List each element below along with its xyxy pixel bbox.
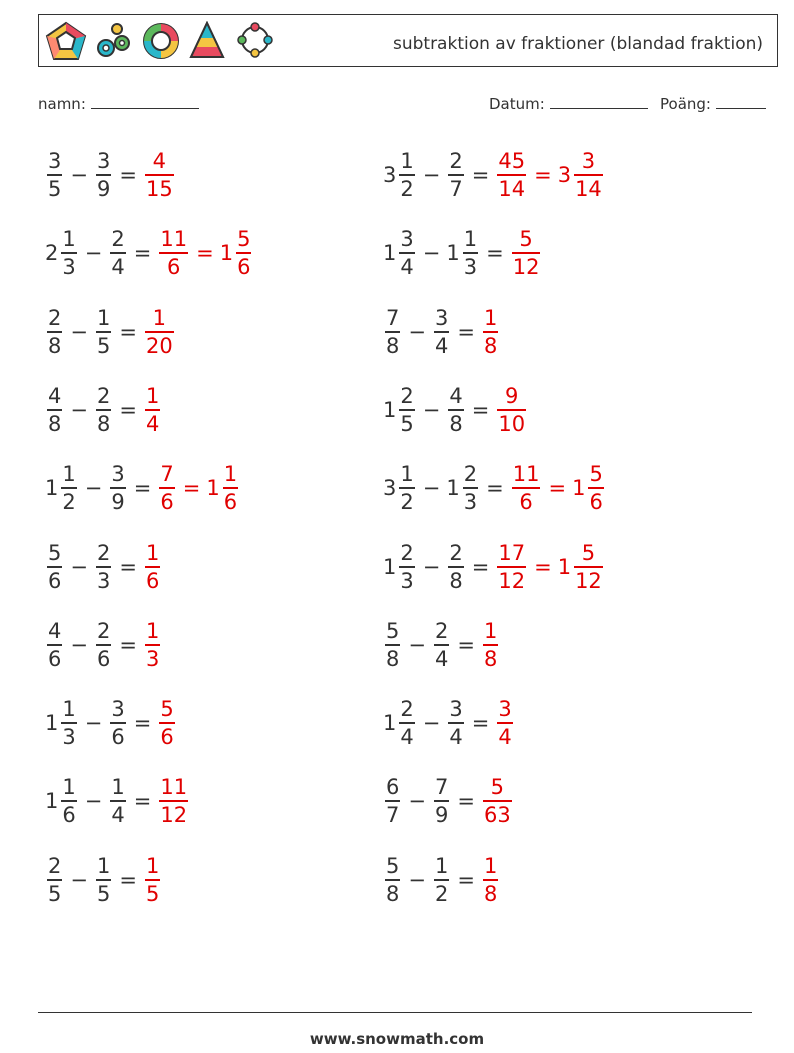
pentagon-icon [45, 21, 87, 61]
answer-fraction [159, 461, 174, 515]
answer-fraction [512, 461, 541, 515]
second-operand-denominator: 2 [434, 881, 449, 906]
answer-fraction [145, 853, 160, 907]
equals-sign: = [471, 554, 490, 579]
first-operand [399, 540, 414, 594]
answer-mixed-whole: 3 [557, 163, 572, 187]
first-operand-numerator: 5 [48, 540, 62, 565]
first-operand-numerator: 1 [62, 775, 76, 800]
second-operand-denominator: 4 [434, 333, 449, 358]
problem [383, 223, 542, 283]
first-operand-numerator: 3 [48, 149, 62, 173]
worksheet-header [38, 14, 778, 67]
first-operand-denominator: 8 [48, 333, 62, 358]
first-operand [47, 618, 62, 672]
answer-fraction-numerator: 9 [505, 383, 519, 408]
second-operand-numerator: 4 [449, 383, 463, 408]
answer-fraction-numerator: 17 [498, 540, 526, 565]
second-operand [110, 226, 125, 280]
first-operand-numerator: 7 [386, 305, 400, 330]
first-operand [399, 226, 414, 280]
answer-fraction [512, 226, 541, 280]
answer-mixed-denominator: 14 [575, 177, 602, 201]
equals-sign: = [457, 789, 475, 814]
first-operand [385, 853, 400, 907]
answer-fraction-numerator: 7 [160, 462, 174, 487]
answer-mixed-whole: 1 [206, 476, 220, 501]
second-operand-denominator: 7 [449, 177, 463, 201]
first-operand-numerator: 2 [400, 540, 414, 565]
answer-fraction-numerator: 11 [160, 227, 188, 252]
second-operand [96, 853, 111, 907]
equals-sign: = [457, 319, 475, 344]
answer-fraction-denominator: 12 [498, 568, 526, 593]
answer-fraction-denominator: 6 [160, 490, 174, 515]
first-operand-denominator: 5 [400, 411, 414, 436]
first-operand-numerator: 3 [400, 227, 414, 252]
answer-fraction [145, 383, 160, 437]
answer-fraction-denominator: 6 [519, 490, 533, 515]
first-operand-numerator: 1 [62, 462, 76, 487]
equals-sign: = [119, 867, 137, 892]
answer-mixed-denominator: 12 [575, 568, 602, 593]
first-operand-denominator: 8 [386, 333, 400, 358]
answer-fraction-numerator: 1 [145, 618, 160, 643]
equals-sign: = [133, 476, 152, 501]
problem [45, 537, 162, 597]
first-operand-numerator: 1 [400, 149, 414, 173]
minus-sign: − [70, 554, 88, 579]
second-operand [448, 148, 463, 202]
second-operand [448, 540, 463, 594]
first-operand-denominator: 3 [62, 255, 76, 280]
answer-fraction [159, 696, 174, 750]
first-operand-denominator: 4 [400, 725, 414, 750]
equals-sign: = [119, 319, 137, 344]
second-operand [96, 383, 111, 437]
second-operand [96, 618, 111, 672]
first-operand [399, 696, 414, 750]
first-operand-denominator: 4 [400, 255, 414, 280]
equals-sign: = [119, 163, 137, 187]
footer-url: www.snowmath.com [309, 1030, 485, 1048]
answer-fraction-denominator: 20 [145, 333, 173, 358]
answer-fraction [145, 148, 174, 202]
answer-fraction-denominator: 8 [483, 333, 498, 358]
problem [383, 850, 500, 910]
answer-mixed [588, 461, 603, 515]
second-operand [434, 853, 449, 907]
second-operand-denominator: 3 [96, 568, 111, 593]
second-operand [434, 774, 449, 828]
second-operand-denominator: 4 [111, 803, 125, 828]
first-operand-whole: 1 [383, 554, 397, 579]
problem [45, 223, 253, 283]
answer-fraction-numerator: 5 [160, 697, 174, 722]
second-operand-numerator: 7 [434, 775, 449, 800]
second-operand-numerator: 1 [434, 853, 449, 878]
first-operand-whole: 1 [383, 711, 397, 736]
first-operand-numerator: 5 [386, 853, 400, 878]
answer-fraction-denominator: 4 [145, 411, 160, 436]
answer-equals-sign: = [534, 554, 552, 579]
answer-fraction [145, 305, 174, 359]
answer-fraction [497, 696, 512, 750]
first-operand-whole: 1 [45, 711, 59, 736]
first-operand-numerator: 2 [48, 305, 62, 330]
footer-divider [38, 1012, 752, 1013]
equals-sign: = [133, 711, 152, 736]
second-operand-denominator: 5 [96, 881, 111, 906]
equals-sign: = [457, 867, 475, 892]
answer-fraction-denominator: 3 [145, 646, 160, 671]
second-operand-numerator: 3 [449, 697, 463, 722]
date-label: Datum: [489, 95, 545, 113]
minus-sign: − [84, 711, 103, 736]
first-operand-denominator: 8 [48, 411, 62, 436]
answer-fraction [145, 540, 160, 594]
second-operand-denominator: 3 [463, 255, 478, 280]
second-operand-numerator: 2 [449, 149, 463, 173]
equals-sign: = [486, 476, 504, 501]
answer-fraction-denominator: 8 [483, 646, 498, 671]
second-operand-numerator: 2 [111, 227, 125, 252]
first-operand-denominator: 7 [386, 803, 400, 828]
first-operand-whole: 1 [383, 241, 397, 266]
answer-fraction-numerator: 1 [145, 853, 160, 878]
minus-sign: − [70, 867, 88, 892]
score-field[interactable] [660, 94, 766, 113]
answer-fraction-numerator: 1 [483, 853, 498, 878]
first-operand [399, 383, 414, 437]
second-operand [96, 148, 111, 202]
date-blank[interactable] [550, 94, 648, 109]
answer-fraction-numerator: 1 [145, 383, 160, 408]
first-operand [47, 148, 62, 202]
answer-fraction [159, 774, 188, 828]
equals-sign: = [133, 789, 152, 814]
first-operand-denominator: 8 [386, 881, 400, 906]
first-operand-denominator: 5 [48, 881, 62, 906]
problem [383, 302, 500, 362]
second-operand-numerator: 2 [434, 618, 449, 643]
minus-sign: − [84, 476, 103, 501]
minus-sign: − [422, 554, 441, 579]
answer-mixed-denominator: 6 [589, 490, 603, 515]
answer-fraction [497, 540, 526, 594]
date-field[interactable] [489, 94, 648, 113]
answer-mixed-whole: 1 [219, 241, 234, 266]
second-operand-numerator: 2 [96, 618, 111, 643]
problem [383, 693, 515, 753]
first-operand [61, 461, 76, 515]
answer-mixed-denominator: 6 [223, 490, 238, 515]
first-operand [61, 696, 76, 750]
answer-fraction [497, 383, 526, 437]
answer-fraction-denominator: 6 [160, 725, 174, 750]
answer-equals-sign: = [182, 476, 201, 501]
answer-fraction-numerator: 1 [145, 540, 160, 565]
equals-sign: = [471, 711, 490, 736]
answer-mixed-numerator: 3 [581, 149, 596, 173]
first-operand [47, 383, 62, 437]
answer-equals-sign: = [548, 476, 567, 501]
answer-mixed [574, 540, 603, 594]
second-operand [110, 774, 125, 828]
first-operand [385, 305, 400, 359]
name-field[interactable] [38, 94, 199, 113]
answer-mixed-whole: 1 [557, 554, 572, 579]
first-operand-denominator: 2 [400, 177, 414, 201]
equals-sign: = [119, 554, 137, 579]
minus-sign: − [70, 632, 88, 657]
first-operand-denominator: 3 [62, 725, 76, 750]
pyramid-icon [189, 21, 225, 61]
first-operand-numerator: 6 [386, 775, 400, 800]
ring-chart-icon [141, 21, 181, 61]
answer-fraction-denominator: 10 [498, 411, 526, 436]
first-operand [61, 226, 76, 280]
first-operand [47, 853, 62, 907]
second-operand-numerator: 1 [96, 305, 111, 330]
minus-sign: − [408, 789, 426, 814]
answer-fraction-denominator: 6 [167, 255, 181, 280]
problem [45, 380, 162, 440]
first-operand-denominator: 8 [386, 646, 400, 671]
first-operand [399, 148, 414, 202]
second-operand-numerator: 2 [96, 383, 111, 408]
first-operand-denominator: 6 [48, 646, 62, 671]
problem [45, 850, 162, 910]
second-operand-numerator: 1 [96, 853, 111, 878]
answer-mixed-numerator: 5 [589, 462, 603, 487]
first-operand-denominator: 3 [400, 568, 414, 593]
answer-fraction-denominator: 4 [498, 725, 512, 750]
problem [45, 458, 240, 518]
answer-fraction-denominator: 12 [512, 255, 540, 280]
second-operand [96, 540, 111, 594]
answer-fraction [483, 618, 498, 672]
first-operand [47, 540, 62, 594]
first-operand-denominator: 5 [48, 177, 62, 201]
answer-mixed-numerator: 1 [223, 462, 238, 487]
header-icons [45, 21, 277, 61]
second-operand-whole: 1 [446, 476, 460, 501]
second-operand-denominator: 3 [463, 490, 478, 515]
minus-sign: − [70, 397, 88, 422]
first-operand-denominator: 2 [400, 490, 414, 515]
minus-sign: − [422, 397, 441, 422]
first-operand-whole: 2 [45, 241, 59, 266]
answer-fraction [159, 226, 188, 280]
answer-mixed-numerator: 5 [237, 227, 251, 252]
answer-fraction-numerator: 4 [152, 149, 167, 173]
second-operand-denominator: 4 [111, 255, 125, 280]
equals-sign: = [471, 163, 490, 187]
problem [383, 537, 605, 597]
first-operand-numerator: 2 [400, 383, 414, 408]
answer-fraction [483, 853, 498, 907]
score-blank[interactable] [716, 94, 766, 109]
answer-equals-sign: = [196, 241, 214, 266]
second-operand [434, 618, 449, 672]
second-operand [96, 305, 111, 359]
second-operand-denominator: 5 [96, 333, 111, 358]
second-operand [463, 461, 478, 515]
second-operand [463, 226, 478, 280]
answer-mixed [236, 226, 251, 280]
equals-sign: = [119, 632, 137, 657]
second-operand-denominator: 4 [449, 725, 463, 750]
second-operand [448, 696, 463, 750]
score-label: Poäng: [660, 95, 711, 113]
second-operand-denominator: 9 [111, 490, 125, 515]
answer-mixed [223, 461, 238, 515]
equals-sign: = [486, 241, 504, 266]
second-operand-numerator: 3 [111, 462, 125, 487]
first-operand-whole: 1 [383, 397, 397, 422]
problem [383, 771, 514, 831]
equals-sign: = [457, 632, 475, 657]
gears-icon [95, 21, 133, 61]
answer-fraction-denominator: 15 [145, 177, 173, 201]
people-cycle-icon [233, 21, 277, 61]
name-blank[interactable] [91, 94, 199, 109]
answer-fraction-numerator: 1 [483, 305, 498, 330]
second-operand-denominator: 8 [449, 568, 463, 593]
first-operand-numerator: 4 [48, 383, 62, 408]
answer-mixed-whole: 1 [572, 476, 586, 501]
second-operand-whole: 1 [446, 241, 460, 266]
first-operand-whole: 1 [45, 789, 59, 814]
second-operand-denominator: 4 [434, 646, 449, 671]
second-operand-numerator: 1 [463, 227, 478, 252]
answer-fraction-numerator: 11 [512, 462, 540, 487]
answer-fraction-numerator: 11 [160, 775, 188, 800]
minus-sign: − [422, 241, 441, 266]
first-operand [399, 461, 414, 515]
answer-fraction-denominator: 5 [145, 881, 160, 906]
answer-fraction-numerator: 1 [483, 618, 498, 643]
first-operand-numerator: 1 [400, 462, 414, 487]
worksheet-title: subtraktion av fraktioner (blandad fraktion) [392, 34, 763, 54]
second-operand-denominator: 6 [111, 725, 125, 750]
problem [383, 145, 605, 205]
first-operand-denominator: 6 [62, 803, 76, 828]
minus-sign: − [84, 241, 103, 266]
equals-sign: = [133, 241, 152, 266]
problem [45, 145, 176, 205]
first-operand-numerator: 2 [400, 697, 414, 722]
first-operand-numerator: 1 [62, 697, 76, 722]
minus-sign: − [422, 711, 441, 736]
answer-fraction [497, 148, 526, 202]
answer-fraction [483, 774, 512, 828]
answer-fraction-denominator: 12 [160, 803, 188, 828]
answer-fraction-denominator: 14 [498, 177, 526, 201]
problem [45, 693, 177, 753]
first-operand-numerator: 2 [48, 853, 62, 878]
first-operand-whole: 3 [383, 476, 397, 501]
answer-fraction [145, 618, 160, 672]
second-operand-denominator: 8 [96, 411, 111, 436]
first-operand-numerator: 1 [62, 227, 76, 252]
first-operand-denominator: 2 [62, 490, 76, 515]
second-operand [110, 461, 125, 515]
answer-fraction-numerator: 45 [498, 149, 526, 173]
minus-sign: − [408, 632, 426, 657]
answer-mixed-numerator: 5 [581, 540, 596, 565]
second-operand-numerator: 3 [96, 149, 111, 173]
problem [383, 380, 528, 440]
second-operand-denominator: 9 [96, 177, 111, 201]
second-operand-numerator: 3 [434, 305, 449, 330]
answer-fraction [483, 305, 498, 359]
answer-mixed [574, 148, 603, 202]
first-operand-numerator: 5 [386, 618, 400, 643]
answer-fraction-denominator: 6 [145, 568, 160, 593]
first-operand-whole: 1 [45, 476, 59, 501]
equals-sign: = [119, 397, 137, 422]
problem [45, 302, 176, 362]
second-operand-denominator: 8 [449, 411, 463, 436]
second-operand-numerator: 2 [96, 540, 111, 565]
second-operand [434, 305, 449, 359]
equals-sign: = [471, 397, 490, 422]
first-operand [61, 774, 76, 828]
first-operand [385, 774, 400, 828]
first-operand [47, 305, 62, 359]
second-operand [110, 696, 125, 750]
problem [383, 458, 606, 518]
minus-sign: − [422, 163, 441, 187]
first-operand [385, 618, 400, 672]
answer-fraction-numerator: 5 [519, 227, 533, 252]
minus-sign: − [408, 319, 426, 344]
second-operand-denominator: 6 [96, 646, 111, 671]
answer-fraction-denominator: 8 [483, 881, 498, 906]
answer-equals-sign: = [534, 163, 552, 187]
minus-sign: − [84, 789, 103, 814]
answer-fraction-denominator: 63 [483, 803, 511, 828]
problem [383, 615, 500, 675]
name-label: namn: [38, 95, 86, 113]
answer-fraction-numerator: 5 [490, 775, 505, 800]
second-operand [448, 383, 463, 437]
second-operand-numerator: 1 [111, 775, 125, 800]
second-operand-denominator: 9 [434, 803, 449, 828]
minus-sign: − [70, 319, 88, 344]
minus-sign: − [422, 476, 441, 501]
problem [45, 771, 190, 831]
first-operand-numerator: 4 [48, 618, 62, 643]
first-operand-whole: 3 [383, 163, 397, 187]
answer-fraction-numerator: 1 [152, 305, 167, 330]
second-operand-numerator: 2 [449, 540, 463, 565]
answer-mixed-denominator: 6 [237, 255, 251, 280]
minus-sign: − [408, 867, 426, 892]
answer-fraction-numerator: 3 [498, 697, 512, 722]
minus-sign: − [70, 163, 88, 187]
second-operand-numerator: 2 [463, 462, 478, 487]
second-operand-numerator: 3 [111, 697, 125, 722]
problem [45, 615, 162, 675]
first-operand-denominator: 6 [48, 568, 62, 593]
